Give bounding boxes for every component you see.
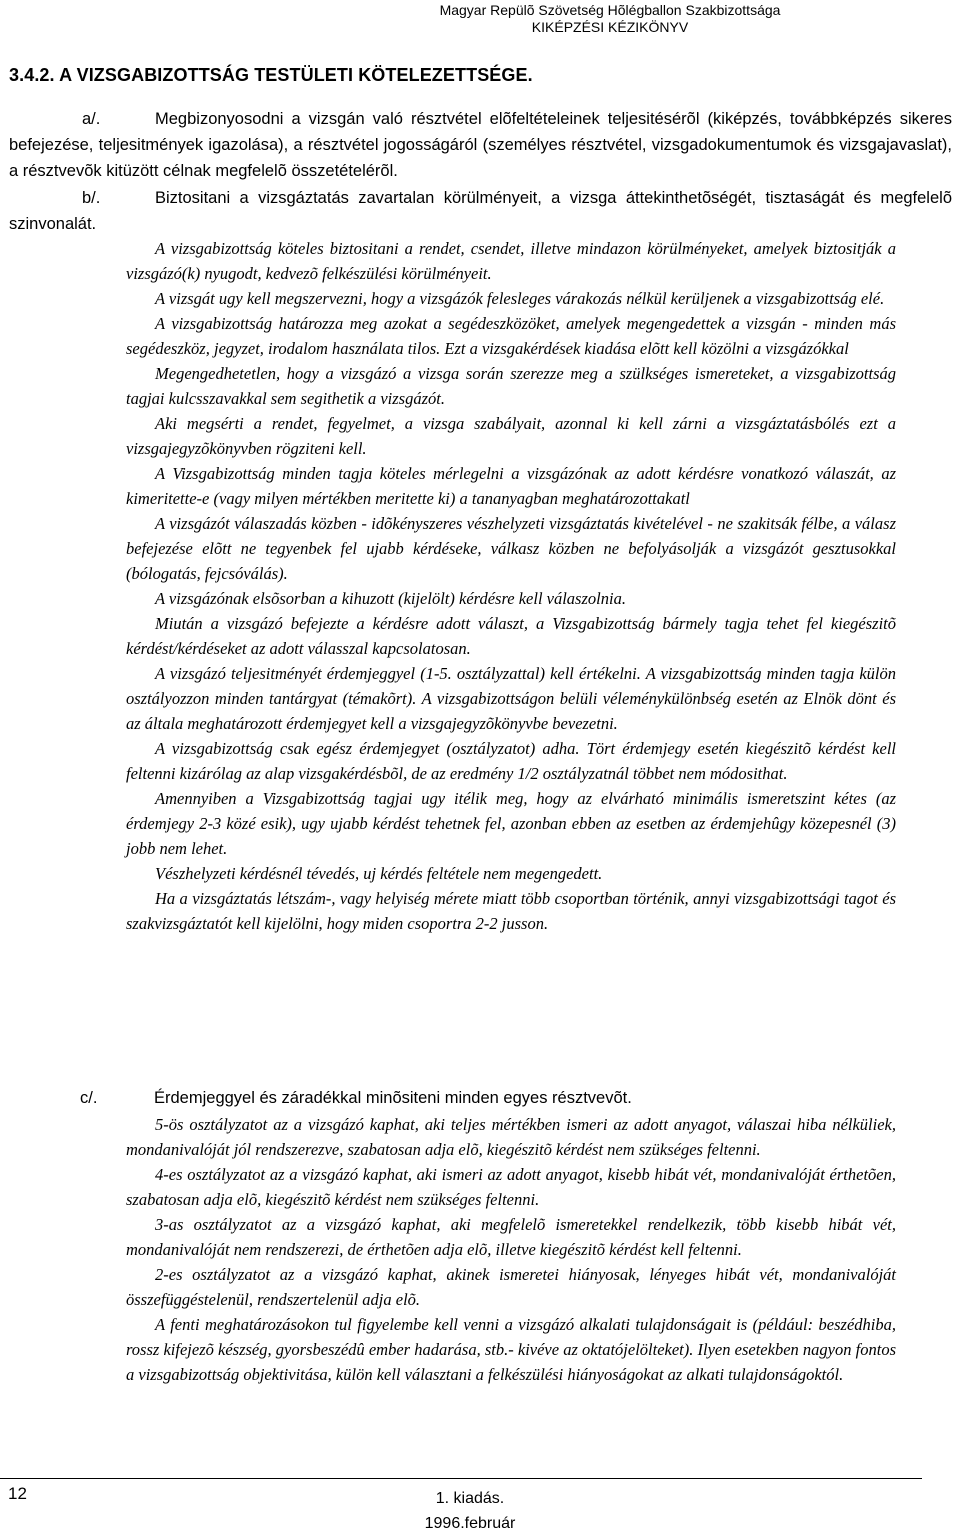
clause-a [9, 106, 952, 184]
rule-paragraph: Miután a vizsgázó befejezte a kérdésre adott választ, a Vizsgabizottság bármely tagja tehet fel kiegészitõ kérdést/kérdéseket az adott válasszal kapcsolatosan. [126, 614, 896, 658]
clause-b-text: Biztositani a vizsgáztatás zavartalan körülményeit, a vizsga áttekinthetõségét, tisztaságát és megfelelõ szinvonalát. [9, 189, 952, 233]
clause-c [80, 1085, 632, 1111]
section-title: 3.4.2. A VIZSGABIZOTTSÁG TESTÜLETI KÖTELEZETTSÉGE. [9, 65, 533, 85]
clause-b-label: b/. [82, 189, 101, 207]
rule-paragraph: A vizsgabizottság csak egész érdemjegyet (osztályzatot) adha. Tört érdemjegy esetén kiegészitõ kérdést kell feltenni kizárólag az alap vizsgakérdésbõl, de az eredmény 1/2 osztályzatnál többet nem módosithat. [126, 739, 896, 783]
rule-paragraph: Vészhelyzeti kérdésnél tévedés, uj kérdés feltétele nem megengedett. [155, 864, 603, 883]
header-manual-title: KIKÉPZÉSI KÉZIKÖNYV [531, 19, 689, 35]
page-header [0, 2, 960, 36]
footer-edition [370, 1486, 570, 1536]
grade-paragraph: 2-es osztályzatot az a vizsgázó kaphat, akinek ismeretei hiányosak, lényeges hibát vét, mondanivalóját összefüggéstelenül, rendszertelenül adja elõ. [126, 1265, 896, 1309]
clause-c-label: c/. [80, 1089, 98, 1107]
grade-paragraph: A fenti meghatározásokon tul figyelembe kell venni a vizsgázó alkalati tulajdonságait is (például: beszédhiba, rossz kifejezõ készség, gyorsbeszédû ember hadarása, stb.- kivéve az oktatójelölteket). Ilyen esetekben nagyon fontos a vizsgabizottság objektivitása, külön kell választani a felkészülési hiányoságokat az alkati tulajdonságoktól. [126, 1315, 896, 1384]
rule-paragraph: A vizsgabizottság határozza meg azokat a segédeszközöket, amelyek megengedettek a vizsgán - minden más segédeszköz, jegyzet, irodalom használata tilos. Ezt a vizsgakérdések kiadása elõtt kell közölni a vizsgázókkal [126, 314, 896, 358]
grading-body [126, 1112, 896, 1387]
rule-paragraph: A Vizsgabizottság minden tagja köteles mérlegelni a vizsgázónak az adott kérdésre vonatkozó válaszát, az kimeritette-e (vagy milyen mértékben meritette ki) a tananyagban meghatározottakatl [126, 464, 896, 508]
exam-rules-body [126, 236, 896, 936]
grade-paragraph: 4-es osztályzatot az a vizsgázó kaphat, aki ismeri az adott anyagot, kisebb hibát vét, mondanivalóját érthetõen, szabatosan adja elõ, kiegészitõ kérdést nem szükséges feltenni. [126, 1165, 896, 1209]
edition-date: 1996.február [424, 1515, 516, 1532]
edition-label: 1. kiadás. [435, 1490, 505, 1507]
rule-paragraph: A vizsgabizottság köteles biztositani a rendet, csendet, illetve mindazon körülményeket, amelyek biztositják a vizsgázó(k) nyugodt, kedvezõ felkészülési körülményeit. [126, 239, 896, 283]
footer-divider [0, 1478, 922, 1479]
clause-a-label: a/. [82, 110, 101, 128]
header-organization: Magyar Repülõ Szövetség Hõlégballon Szakbizottsága [439, 2, 781, 18]
clause-c-text: Érdemjeggyel és záradékkal minõsiteni minden egyes résztvevõt. [154, 1089, 632, 1107]
rule-paragraph: A vizsgázónak elsõsorban a kihuzott (kijelölt) kérdésre kell válaszolnia. [155, 589, 626, 608]
rule-paragraph: Ha a vizsgáztatás létszám-, vagy helyiség mérete miatt több csoportban történik, annyi vizsgabizottsági tagot és szakvizsgáztatót kell kijelölni, hogy miden csoportra 2-2 jusson. [126, 889, 896, 933]
rule-paragraph: Amennyiben a Vizsgabizottság tagjai ugy itélik meg, hogy az elvárható minimális ismeretszint kétes (az érdemjegy 2-3 közé esik), ugy ujabb kérdést tehetnek fel, azonban ebben az esetben az érdemjehûgy közepesnél (3) jobb nem lehet. [126, 789, 896, 858]
rule-paragraph: Megengedhetetlen, hogy a vizsgázó a vizsga során szerezze meg a szülkséges ismereteket, a vizsgabizottság tagjai kulcsszavakkal sem segithetik a vizsgázót. [126, 364, 896, 408]
rule-paragraph: Aki megsérti a rendet, fegyelmet, a vizsga szabályait, azonnal ki kell zárni a vizsgáztatásbólés ezt a vizsgajegyzõkönyvben rögziteni kell. [126, 414, 896, 458]
clause-b [9, 185, 952, 237]
rule-paragraph: A vizsgázót válaszadás közben - idõkényszeres vészhelyzeti vizsgáztatás kivételével - ne szakitsák félbe, a válasz befejezése elõtt ne tegyenbek fel ujabb kérdéseke, válkasz közben ne befolyásolják a vizsgázót gesztusokkal (bólogatás, fejcsóválás). [126, 514, 896, 583]
rule-paragraph: A vizsgázó teljesitményét érdemjeggyel (1-5. osztályzattal) kell értékelni. A vizsgabizottság minden tagja külön osztályozzon minden tantárgyat (témakõrt). A vizsgabizottságon belüli véleménykülönbség esetén az Elnök dönt és az általa meghatározott érdemjegyet kell a vizsgajegyzõkönyvbe bevezetni. [126, 664, 896, 733]
grade-paragraph: 5-ös osztályzatot az a vizsgázó kaphat, aki teljes mértékben ismeri az adott anyagot, válaszai hiba nélküliek, mondanivalóját jól rendszerezve, szabatosan adja elõ, kiegészitõ kérdést nem szükséges feltenni. [126, 1115, 896, 1159]
rule-paragraph: A vizsgát ugy kell megszervezni, hogy a vizsgázók felesleges várakozás nélkül kerüljenek a vizsgabizottság elé. [155, 289, 885, 308]
clause-a-text: Megbizonyosodni a vizsgán való résztvétel elõfeltételeinek teljesitésérõl (kiképzés, továbbképzés sikeres befejezése, teljesitmények igazolása), a résztvétel jogosságáról (személyes résztvétel, vizsgadokumentumok és vizsgajavaslat), a résztvevõk kitüzött célnak megfelelõ összetételérõl. [9, 110, 952, 180]
page-number: 12 [8, 1484, 27, 1503]
grade-paragraph: 3-as osztályzatot az a vizsgázó kaphat, aki megfelelõ ismeretekkel rendelkezik, több kisebb hibát vét, mondanivalóját nem rendszerezi, de érthetõen adja elõ, illetve kiegészitõ kérdést kell feltenni. [126, 1215, 896, 1259]
